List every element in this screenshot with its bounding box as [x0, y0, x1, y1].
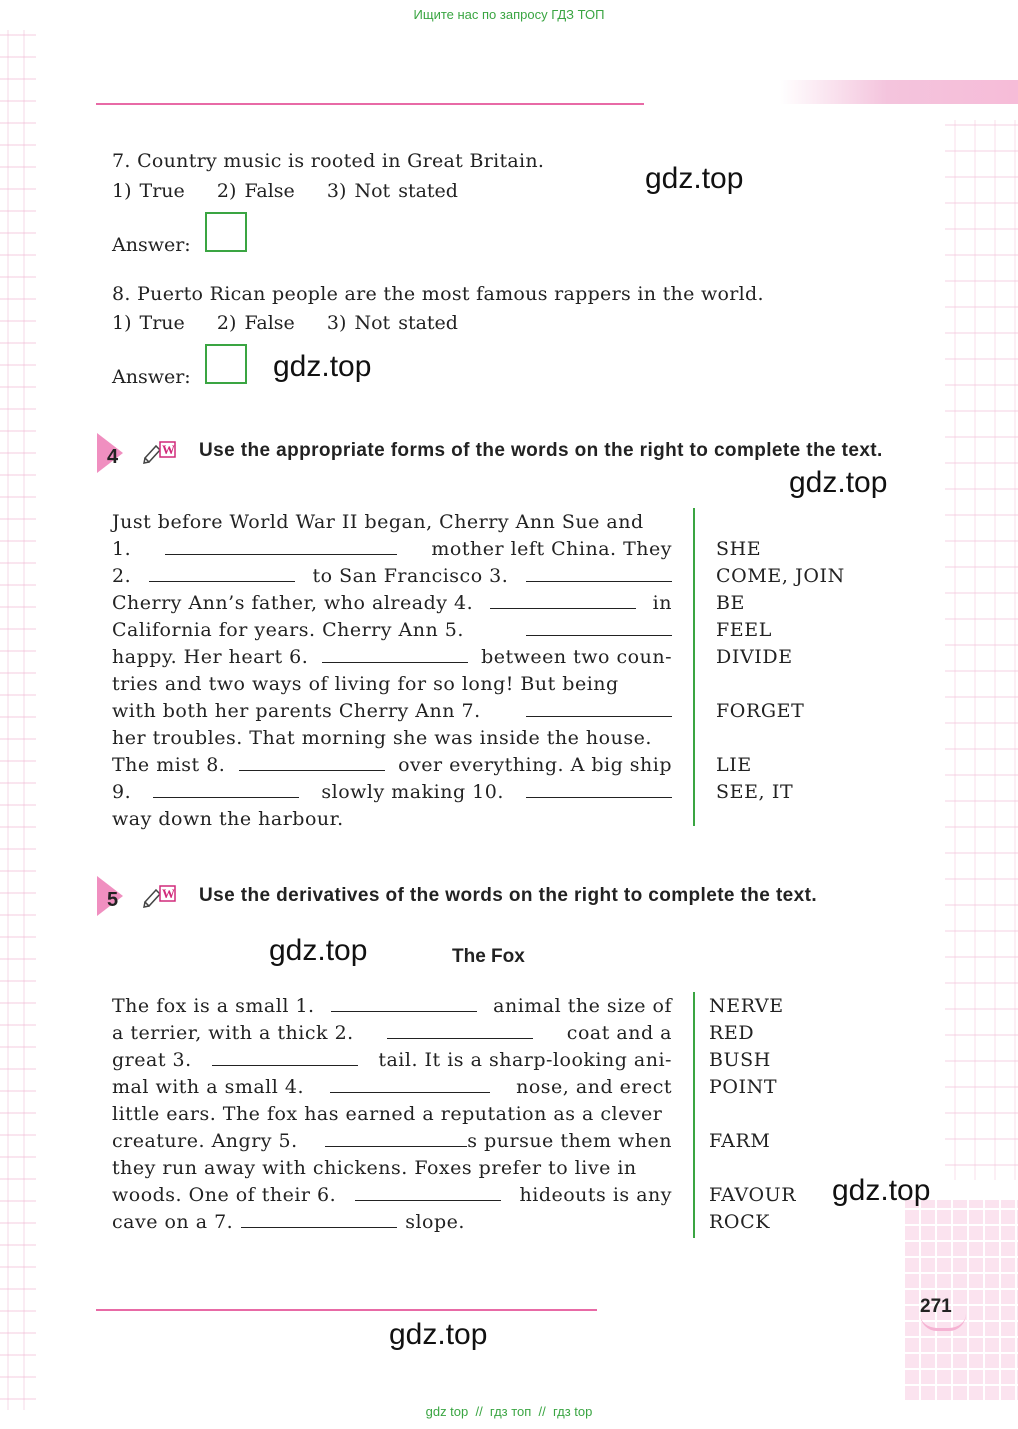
text-line: happy. Her heart 6. between two coun- [112, 646, 672, 668]
keyword: SHE [716, 538, 762, 560]
watermark: gdz.top [273, 350, 372, 383]
text-line: way down the harbour. [112, 808, 344, 830]
keyword: LIE [716, 754, 752, 776]
left-decorative-pattern [0, 30, 36, 1410]
exercise-5-text [112, 993, 672, 1236]
gap-blank-7[interactable] [526, 700, 672, 717]
gap-blank-7[interactable] [241, 1211, 397, 1228]
keyword: SEE, IT [716, 781, 794, 803]
text-line: mal with a small 4. nose, and erect [112, 1076, 672, 1098]
page-number: 271 [920, 1296, 952, 1317]
question-7-options: 1) True 2) False 3) Not stated [112, 180, 458, 202]
bottom-divider-line [96, 1309, 597, 1311]
text-line: Cherry Ann’s father, who already 4. in [112, 592, 672, 614]
question-7-answer-label: Answer: [112, 234, 191, 256]
keyword: FAVOUR [709, 1184, 797, 1206]
watermark: gdz.top [269, 934, 368, 967]
top-decorative-band [780, 80, 1018, 104]
text-line: they run away with chickens. Foxes prefer to live in [112, 1157, 637, 1179]
gap-blank-3[interactable] [526, 565, 672, 582]
gap-blank-8[interactable] [239, 754, 385, 771]
watermark: gdz.top [832, 1174, 931, 1207]
exercise-4-number: 4 [107, 446, 119, 468]
watermark: gdz.top [789, 466, 888, 499]
question-7-text: 7. Country music is rooted in Great Britain. [112, 150, 545, 172]
svg-text:W: W [162, 886, 175, 901]
gap-blank-1[interactable] [165, 538, 397, 555]
keyword: COME, JOIN [716, 565, 845, 587]
bottom-banner[interactable]: gdz top // гдз топ // гдз top [425, 1404, 593, 1419]
top-divider-line [96, 103, 644, 105]
text-line: little ears. The fox has earned a reputation as a clever [112, 1103, 663, 1125]
text-line: 1. mother left China. They [112, 538, 672, 560]
gap-blank-4[interactable] [330, 1076, 490, 1093]
keyword: NERVE [709, 995, 784, 1017]
exercise-5-keywords [709, 993, 796, 1236]
exercise-4-text [112, 509, 672, 833]
gap-blank-2[interactable] [149, 565, 295, 582]
text-line: with both her parents Cherry Ann 7. [112, 698, 672, 725]
watermark: gdz.top [389, 1318, 488, 1351]
keyword: BE [716, 592, 746, 614]
text-line: woods. One of their 6. hideouts is any [112, 1184, 672, 1206]
keyword: BUSH [709, 1049, 771, 1071]
svg-text:W: W [162, 442, 175, 457]
gap-blank-9[interactable] [153, 781, 299, 798]
keyword: DIVIDE [716, 646, 793, 668]
keyword: FEEL [716, 619, 772, 641]
pencil-writing-icon [142, 884, 176, 908]
question-8-answer-label: Answer: [112, 366, 191, 388]
gap-blank-5[interactable] [325, 1130, 467, 1147]
text-line: The fox is a small 1. animal the size of [112, 995, 672, 1017]
gap-blank-10[interactable] [526, 781, 672, 798]
gap-blank-2[interactable] [387, 1022, 533, 1039]
text-line: her troubles. That morning she was inside the house. [112, 727, 652, 749]
gap-blank-3[interactable] [212, 1049, 358, 1066]
keyword: FARM [709, 1130, 771, 1152]
text-line: California for years. Cherry Ann 5. [112, 617, 672, 644]
exercise-4-instruction: Use the appropriate forms of the words on the right to complete the text. [199, 440, 883, 461]
text-line: The mist 8. over everything. A big ship [112, 754, 672, 776]
exercise-5-instruction: Use the derivatives of the words on the right to complete the text. [199, 885, 818, 906]
keyword [716, 725, 845, 752]
question-8-text: 8. Puerto Rican people are the most famous rappers in the world. [112, 283, 764, 305]
text-line: 9. slowly making 10. [112, 779, 672, 806]
gap-blank-5[interactable] [526, 619, 672, 636]
right-decorative-pattern [945, 120, 1018, 1180]
top-banner[interactable]: Ищите нас по запросу ГДЗ ТОП [413, 7, 605, 22]
keyword [709, 1101, 796, 1128]
keyword: FORGET [716, 700, 805, 722]
watermark: gdz.top [645, 162, 744, 195]
keyword: ROCK [709, 1211, 771, 1233]
text-line: great 3. tail. It is a sharp-looking ani- [112, 1049, 672, 1071]
gap-blank-6[interactable] [322, 646, 468, 663]
keyword [716, 509, 845, 536]
keyword [716, 671, 845, 698]
gap-blank-4[interactable] [490, 592, 636, 609]
keyword: POINT [709, 1076, 778, 1098]
text-line: Just before World War II began, Cherry Ann Sue and [112, 511, 644, 533]
text-line: a terrier, with a thick 2. coat and a [112, 1022, 672, 1044]
keyword: RED [709, 1022, 755, 1044]
text-line: 2. to San Francisco 3. [112, 563, 672, 590]
exercise-5-title: The Fox [452, 946, 525, 967]
text-line: creature. Angry 5. s pursue them when [112, 1130, 672, 1152]
gap-blank-6[interactable] [355, 1184, 501, 1201]
exercise-5-divider [693, 992, 695, 1238]
text-line: cave on a 7. slope. [112, 1211, 465, 1233]
exercise-4-divider [693, 508, 695, 826]
text-line: tries and two ways of living for so long! But being [112, 673, 619, 695]
pencil-writing-icon [142, 440, 176, 464]
question-8-answer-box[interactable] [205, 344, 247, 384]
question-7-answer-box[interactable] [205, 212, 247, 252]
keyword [709, 1155, 796, 1182]
exercise-5-number: 5 [107, 889, 119, 911]
exercise-4-keywords [716, 509, 845, 806]
question-8-options: 1) True 2) False 3) Not stated [112, 312, 458, 334]
gap-blank-1[interactable] [331, 995, 477, 1012]
